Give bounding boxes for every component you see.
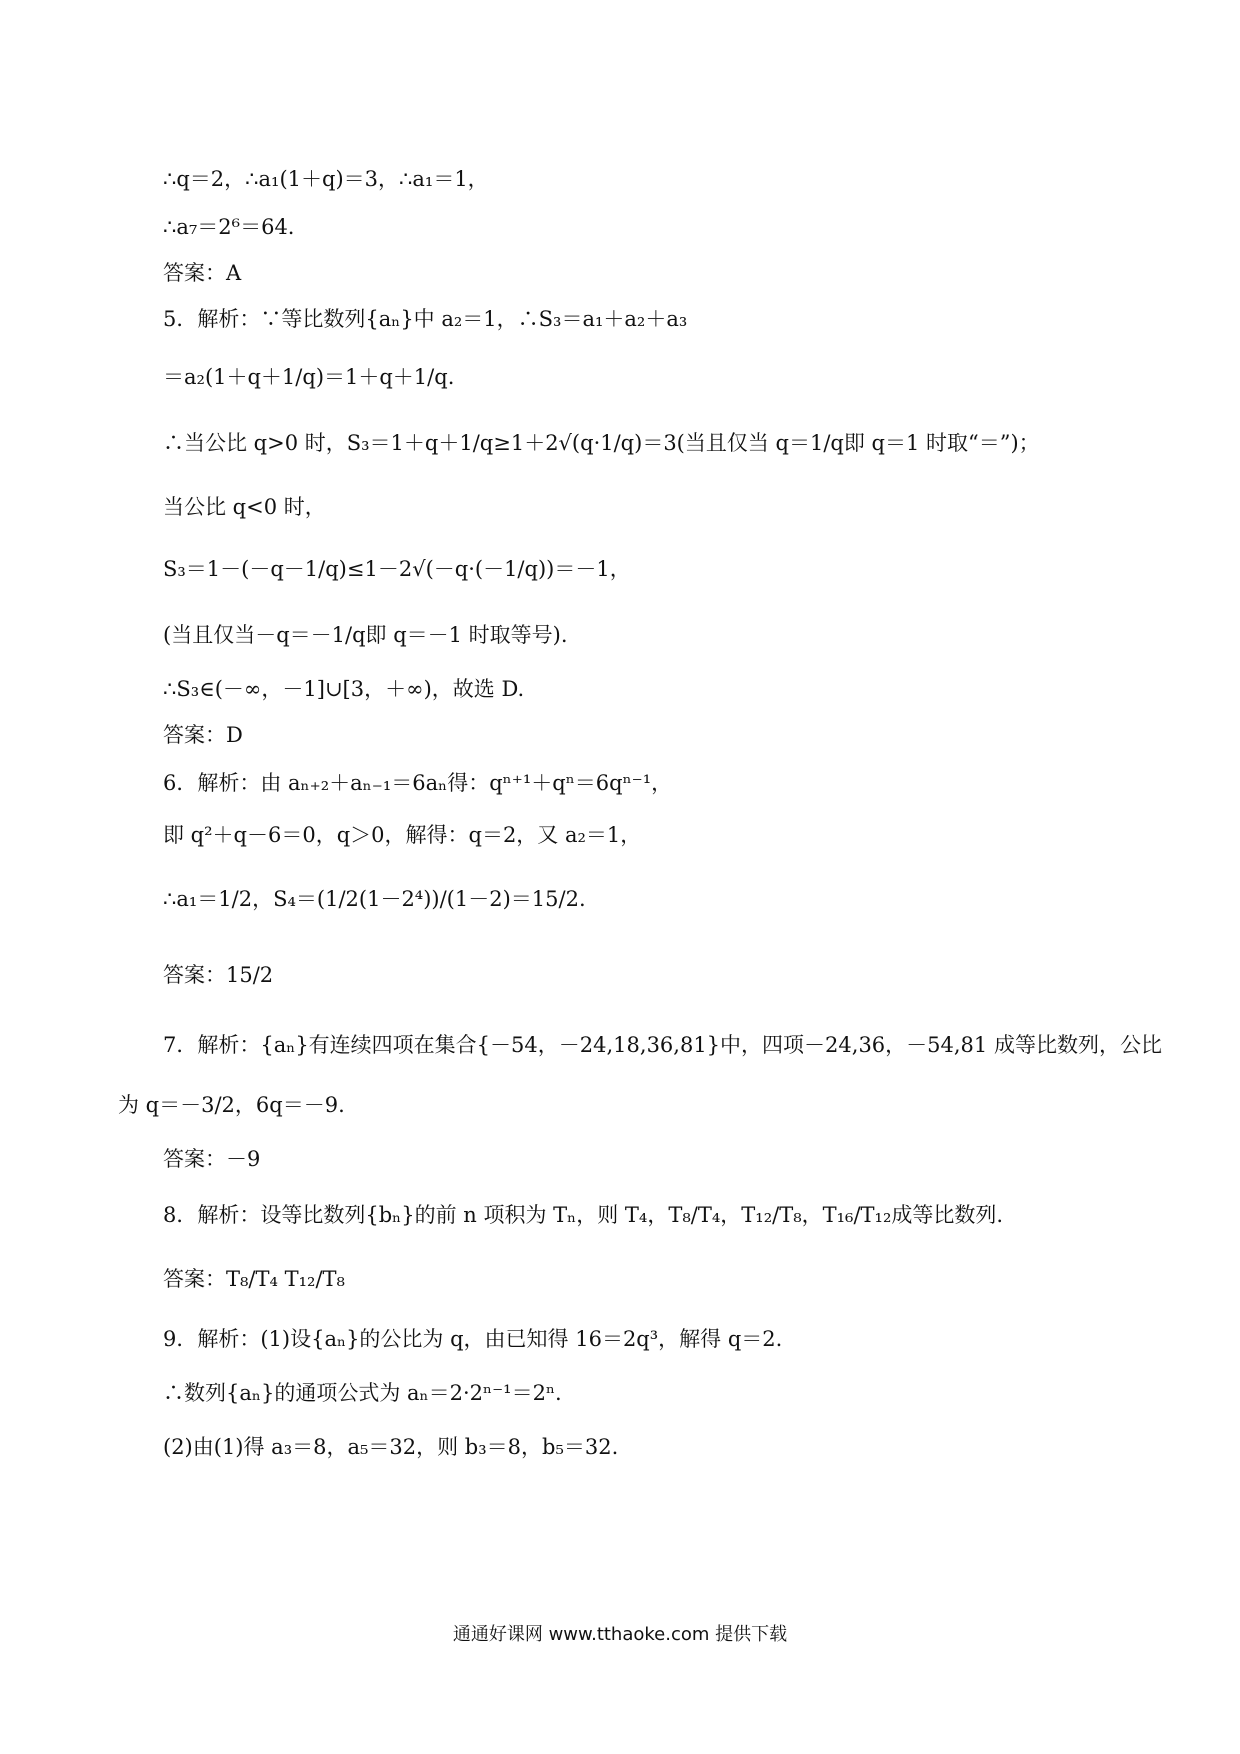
solution-line: ∴数列{aₙ}的通项公式为 aₙ＝2·2ⁿ⁻¹＝2ⁿ. (163, 1381, 562, 1405)
solution-line: ∴a₁＝1/2，S₄＝(1/2(1－2⁴))/(1－2)＝15/2. (163, 887, 586, 911)
solution-line: ＝a₂(1＋q＋1/q)＝1＋q＋1/q. (163, 365, 455, 389)
problem-9-heading: 9．解析：(1)设{aₙ}的公比为 q，由已知得 16＝2q³，解得 q＝2. (163, 1327, 783, 1351)
problem-8-heading: 8．解析：设等比数列{bₙ}的前 n 项积为 Tₙ，则 T₄，T₈/T₄，T₁₂/T₈，T₁₆/T₁₂成等比数列. (163, 1203, 1004, 1227)
problem-5-heading: 5．解析：∵等比数列{aₙ}中 a₂＝1，∴S₃＝a₁＋a₂＋a₃ (163, 307, 688, 331)
page-footer: 通通好课网 www.tthaoke.com 提供下载 (452, 1624, 788, 1645)
answer-line: 答案：T₈/T₄ T₁₂/T₈ (163, 1267, 345, 1291)
solution-line: S₃＝1－(－q－1/q)≤1－2√(－q·(－1/q))＝－1， (163, 557, 631, 581)
answer-line: 答案：D (163, 723, 243, 747)
solution-line: 为 q＝－3/2，6q＝－9. (118, 1093, 345, 1117)
problem-7-heading: 7．解析：{aₙ}有连续四项在集合{－54，－24,18,36,81}中，四项－24,36，－54,81 成等比数列，公比 (163, 1033, 1162, 1057)
answer-line: 答案：15/2 (163, 963, 274, 987)
solution-line: ∴a₇＝2⁶＝64. (163, 215, 295, 239)
solution-line: ∴S₃∈(－∞，－1]∪[3，＋∞)，故选 D. (163, 677, 525, 701)
solution-line: 当公比 q<0 时， (163, 495, 326, 519)
solution-line: ∴当公比 q>0 时，S₃＝1＋q＋1/q≥1＋2√(q·1/q)＝3(当且仅当 q＝1/q即 q＝1 时取“＝”)； (163, 431, 1040, 455)
solution-line: (当且仅当－q＝－1/q即 q＝－1 时取等号). (163, 623, 568, 647)
problem-6-heading: 6．解析：由 aₙ₊₂＋aₙ₋₁＝6aₙ得：qⁿ⁺¹＋qⁿ＝6qⁿ⁻¹， (163, 771, 673, 795)
solution-line: ∴q＝2，∴a₁(1＋q)＝3，∴a₁＝1， (163, 167, 489, 191)
solution-line: 即 q²＋q－6＝0，q＞0，解得：q＝2，又 a₂＝1， (163, 823, 642, 847)
answer-line: 答案：A (163, 261, 242, 285)
answer-line: 答案：－9 (163, 1147, 261, 1171)
solution-line: (2)由(1)得 a₃＝8，a₅＝32，则 b₃＝8，b₅＝32. (163, 1435, 619, 1459)
